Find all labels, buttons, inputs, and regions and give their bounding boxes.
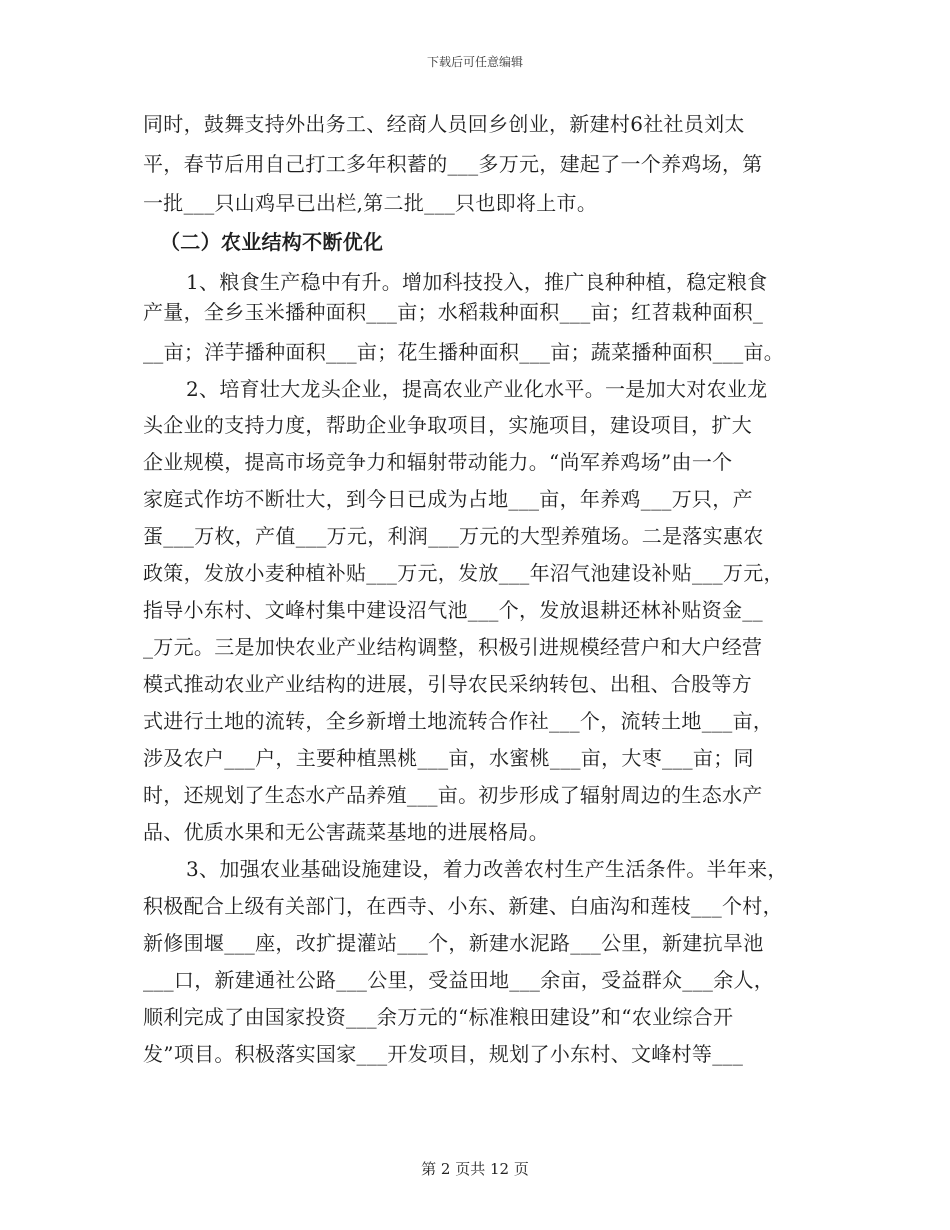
page-footer: 第 2 页共 12 页 xyxy=(421,1160,529,1178)
body-line: 模式推动农业产业结构的进展，引导农民采纳转包、出租、合股等方 xyxy=(143,672,752,696)
page-header: 下载后可任意编辑 xyxy=(426,55,523,69)
body-line: 指导小东村、文峰村集中建设沼气池___个，发放退耕还林补贴资金__ xyxy=(143,598,763,622)
body-line: 式进行土地的流转，全乡新增土地流转合作社___个，流转土地___亩， xyxy=(143,709,774,733)
body-line: 新修围堰___座，改扩提灌站___个，新建水泥路___公里，新建抗旱池 xyxy=(143,931,764,955)
body-line: 企业规模，提高市场竞争力和辐射带动能力。“尚军养鸡场”由一个 xyxy=(143,450,733,474)
body-line: 政策，发放小麦种植补贴___万元，发放___年沼气池建设补贴___万元， xyxy=(143,561,784,585)
body-line: 时，还规划了生态水产品养殖___亩。初步形成了辐射周边的生态水产 xyxy=(143,783,763,807)
body-line: 1、粮食生产稳中有升。增加科技投入，推广良种种植，稳定粮食 xyxy=(186,270,768,294)
body-line: 品、优质水果和无公害蔬菜基地的进展格局。 xyxy=(143,820,549,844)
body-line: 一批___只山鸡早已出栏,第二批___只也即将上市。 xyxy=(143,191,598,215)
body-line: 平，春节后用自己打工多年积蓄的___多万元，建起了一个养鸡场，第 xyxy=(143,152,763,176)
body-line: 发”项目。积极落实国家___开发项目，规划了小东村、文峰村等___ xyxy=(143,1042,744,1066)
body-line: 涉及农户___户，主要种植黑桃___亩，水蜜桃___亩，大枣___亩；同 xyxy=(143,746,754,770)
body-line: 产量，全乡玉米播种面积___亩；水稻栽种面积___亩；红苕栽种面积_ xyxy=(143,300,764,324)
body-line: 顺利完成了由国家投资___余万元的“标准粮田建设”和“农业综合开 xyxy=(143,1005,734,1029)
body-line: 家庭式作坊不断壮大，到今日已成为占地___亩，年养鸡___万只，产 xyxy=(143,487,753,511)
body-line: 同时，鼓舞支持外出务工、经商人员回乡创业，新建村6社社员刘太 xyxy=(143,112,745,136)
body-line: ___口，新建通社公路___公里，受益田地___余亩，受益群众___余人， xyxy=(143,968,775,992)
body-line: 2、培育壮大龙头企业，提高农业产业化水平。一是加大对农业龙 xyxy=(186,377,768,401)
body-line: __亩；洋芋播种面积___亩；花生播种面积___亩；蔬菜播种面积___亩。 xyxy=(143,340,785,364)
body-line: 3、加强农业基础设施建设，着力改善农村生产生活条件。半年来， xyxy=(186,857,788,881)
body-line: _万元。三是加快农业产业结构调整，积极引进规模经营户和大户经营 xyxy=(143,635,763,659)
body-line: 蛋___万枚，产值___万元，利润___万元的大型养殖场。二是落实惠农 xyxy=(143,524,764,548)
body-line: 头企业的支持力度，帮助企业争取项目，实施项目，建设项目，扩大 xyxy=(143,413,752,437)
body-line: 积极配合上级有关部门，在西寺、小东、新建、白庙沟和莲枝___个村， xyxy=(143,894,783,918)
section-heading: （二）农业结构不断优化 xyxy=(160,230,384,254)
